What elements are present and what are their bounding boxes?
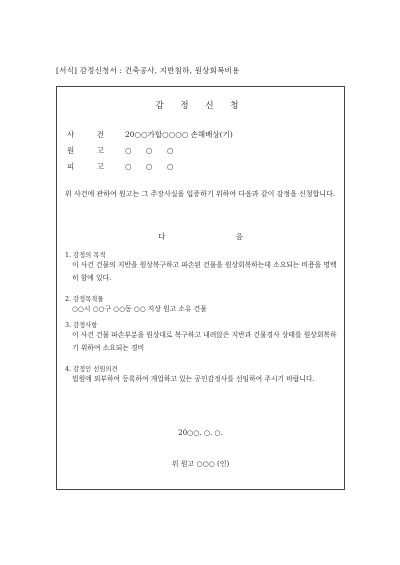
defendant-row [67,161,179,172]
document-box [56,86,345,490]
section-3-title: 3. 감정사항 [65,322,98,329]
plaintiff-row [67,145,179,156]
case-label: 사 건 [67,130,114,139]
section-1-body: 이 사건 건물의 지반을 원상복구하고 파손된 건물을 원상회복하는데 소요되는 비용을 명백히 함에 있다. [72,261,337,282]
signer-line: 위 원고 ○○○ (인) [171,460,230,468]
defendant-value: ○ ○ ○ [125,162,180,171]
intro-paragraph: 위 사건에 관하여 원고는 그 주장사실을 입증하기 위하여 다음과 같이 감정을 신청합니다. [65,190,336,198]
document-title: 감 정 신 청 [155,101,246,111]
section-2-title: 2. 감정목적물 [65,296,104,303]
section-heading: 다 음 [158,232,277,241]
section-4-body: 법원에 외부하여 등록하여 개업하고 있는 공인감정사를 선임하여 주시기 바랍니다. [72,375,315,383]
document-date: 20○○. ○. ○. [178,429,223,437]
section-4-title: 4. 감정인 선임의견 [65,366,118,373]
defendant-label: 피 고 [67,162,114,171]
form-label: [서식] 감정신청서 : 건축공사, 지반침하, 원상회복비용 [56,66,240,75]
plaintiff-value: ○ ○ ○ [125,146,180,155]
case-row [67,129,233,140]
section-1-title: 1. 감정의 목적 [65,252,106,259]
section-2-body: ○○시 ○○구 ○○동 ○○ 지상 원고 소유 건물 [72,305,207,313]
case-value: 20○○가합○○○○ 손해배상(기) [125,130,233,139]
section-3-body: 이 사건 건물 파손부분을 원상대로 복구하고 내려앉은 지반과 건물경사 상태를 원상회복하기 위하여 소요되는 경비 [72,331,337,352]
plaintiff-label: 원 고 [67,146,114,155]
